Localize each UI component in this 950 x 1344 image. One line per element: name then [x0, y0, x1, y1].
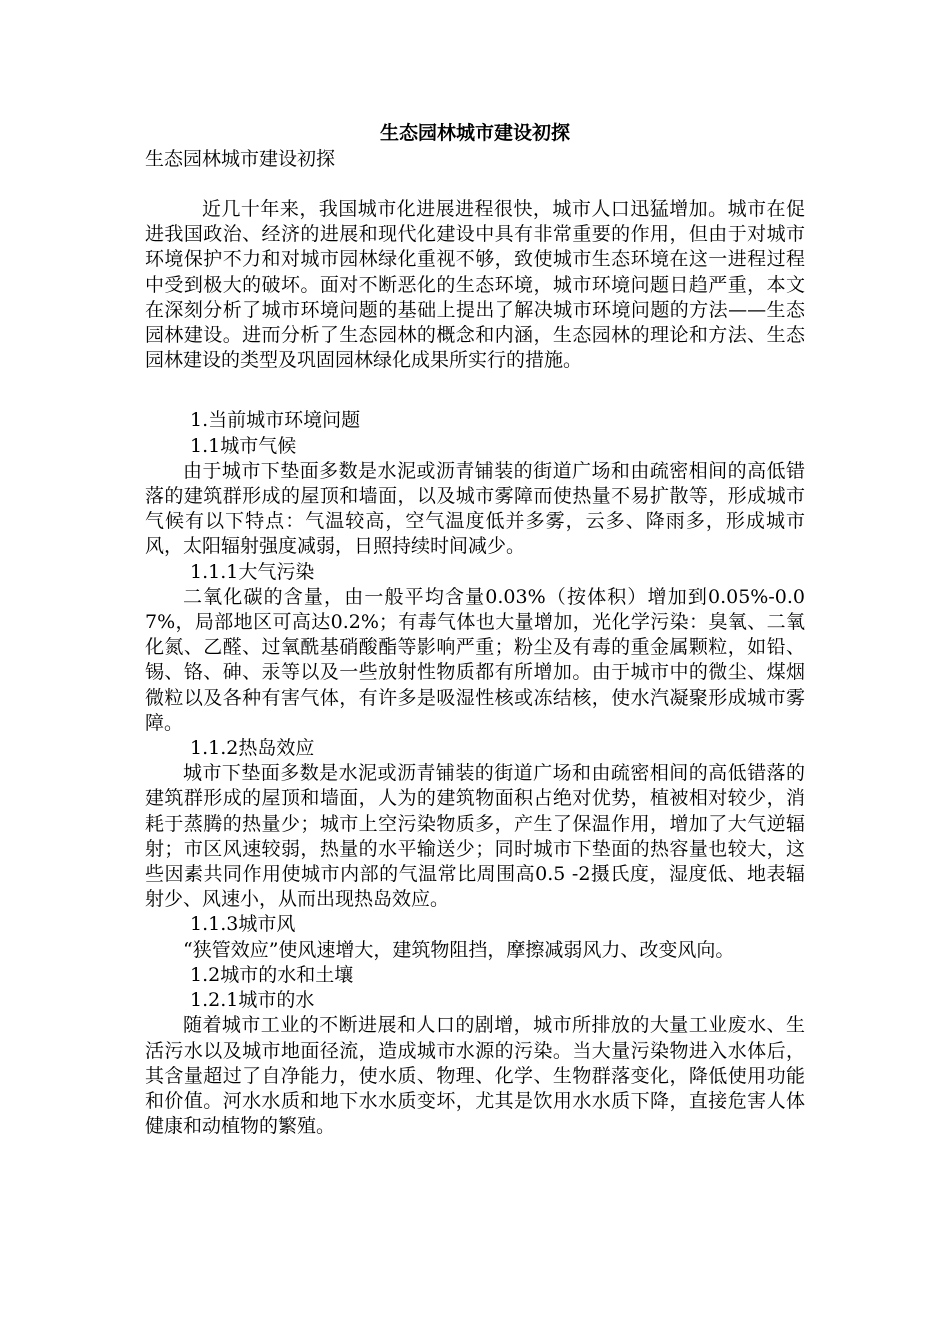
blank-line [145, 373, 805, 408]
section-heading-1-1-1: 1.1.1大气污染 [190, 560, 315, 583]
body-paragraph: 城市下垫面多数是水泥或沥青铺装的街道广场和由疏密相间的高低错落的建筑群形成的屋顶和墙面，人为的建筑物面积占绝对优势，植被相对较少，消耗于蒸腾的热量少；城市上空污染物质多，产生了保温作用，增加了大气逆辐射；市区风速较弱，热量的水平输送少；同时城市下垫面的热容量也较大，这些因素共同作用使城市内部的气温常比周围高0.5 -2摄氏度，湿度低、地表辐射少、风速小，从而出现热岛效应。 [145, 762, 805, 911]
blank-line [145, 172, 805, 197]
body-paragraph: 二氧化碳的含量，由一般平均含量0.03%（按体积）增加到0.05%-0.07%，局部地区可高达0.2%；有毒气体也大量增加，光化学污染：臭氧、二氧化氮、乙醛、过氧酰基硝酸酯等影响严重；粉尘及有毒的重金属颗粒，如铅、锡、铬、砷、汞等以及一些放射性物质都有所增加。由于城市中的微尘、煤烟微粒以及各种有害气体，有许多是吸湿性核或冻结核，使水汽凝聚形成城市雾障。 [145, 585, 805, 734]
section-heading-1-2: 1.2城市的水和土壤 [190, 963, 354, 986]
section-heading-1-1-2: 1.1.2热岛效应 [190, 737, 315, 760]
section-heading-1-1-3: 1.1.3城市风 [190, 913, 296, 936]
document-page [145, 120, 805, 1139]
section-heading-1-1: 1.1城市气候 [190, 434, 297, 457]
section-heading-1: 1.当前城市环境问题 [190, 409, 361, 432]
body-paragraph: 由于城市下垫面多数是水泥或沥青铺装的街道广场和由疏密相间的高低错落的建筑群形成的屋顶和墙面，以及城市雾障而使热量不易扩散等，形成城市气候有以下特点：气温较高，空气温度低并多雾，云多、降雨多，形成城市风，太阳辐射强度减弱，日照持续时间减少。 [145, 459, 805, 558]
body-paragraph: 随着城市工业的不断进展和人口的剧增，城市所排放的大量工业废水、生活污水以及城市地面径流，造成城市水源的污染。当大量污染物进入水体后，其含量超过了自净能力，使水质、物理、化学、生物群落变化，降低使用功能和价值。河水水质和地下水水质变坏，尤其是饮用水水质下降，直接危害人体健康和动植物的繁殖。 [145, 1014, 805, 1138]
body-paragraph: “狭管效应”使风速增大，建筑物阻挡，摩擦减弱风力、改变风向。 [183, 938, 735, 961]
abstract-paragraph: 近几十年来，我国城市化进展进程很快，城市人口迅猛增加。城市在促进我国政治、经济的进展和现代化建设中具有非常重要的作用，但由于对城市环境保护不力和对城市园林绿化重视不够，致使城市生态环境在这一进程过程中受到极大的破坏。面对不断恶化的生态环境，城市环境问题日趋严重，本文在深刻分析了城市环境问题的基础上提出了解决城市环境问题的方法——生态园林建设。进而分析了生态园林的概念和内涵，生态园林的理论和方法、生态园林建设的类型及巩固园林绿化成果所实行的措施。 [145, 198, 805, 372]
section-heading-1-2-1: 1.2.1城市的水 [190, 989, 315, 1012]
document-title: 生态园林城市建设初探 [379, 122, 570, 144]
document-subtitle: 生态园林城市建设初探 [145, 148, 336, 170]
